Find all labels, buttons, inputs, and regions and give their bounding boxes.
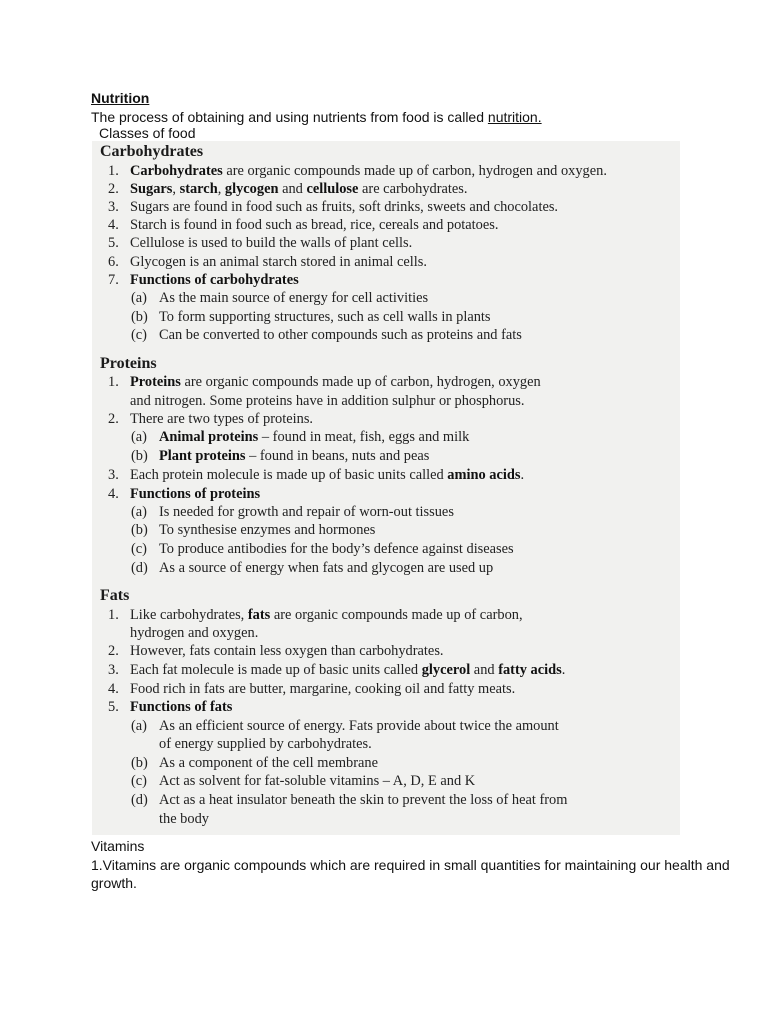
carbohydrates-heading: Carbohydrates bbox=[100, 143, 204, 160]
vitamins-heading: Vitamins bbox=[91, 838, 145, 854]
scanned-textbook-excerpt: Carbohydrates 1. Carbohydrates are organic compounds made up of carbon, hydrogen and oxygen. 2. Sugars, starch, glycogen and cellulose are carbohydrates. 3. Sugars are found in food such as fruits, soft drinks, sweets and chocolates. 4. Starch is found in food such as bread, rice, cereals and potatoes. 5. Cellulose is used to build the walls of plant cells. 6. Glycogen is an animal starch stored in animal cells. 7. Functions of carbohydrates (a) As the main source of energy for cell activities (b) To form supporting structures, such as cell walls in plants (c) Can be converted to other compounds such as proteins and fats Proteins 1. Proteins are organic compounds made up of carbon, hydrogen, oxygen and nitrogen. Some proteins have in addition sulphur or phosphorus. 2. There are two types of proteins. (a) Animal proteins – found in meat, fish, eggs and milk (b) Plant proteins – found in beans, nuts and peas 3. Each protein molecule is made up of basic units called amino acids. 4. Functions of proteins (a) Is needed for growth and repair of worn-out tissues (b) To synthesise enzymes and hormones (c) To produce antibodies for the body’s defence against diseases (d) As a source of energy when fats and glycogen are used up Fats 1. Like carbohydrates, fats are organic compounds made up of carbon, hydrogen and oxygen. 2. However, fats contain less oxygen than carbohydrates. 3. Each fat molecule is made up of basic units called glycerol and fatty acids. 4. Food rich in fats are butter, margarine, cooking oil and fatty meats. 5. Functions of fats (a) As an efficient source of energy. Fats provide about twice the amount of energy supplied by carbohydrates. (b) As a component of the cell membrane (c) Act as solvent for fat-soluble vitamins – A, D, E and K (d) Act as a heat insulator beneath the skin to prevent the loss of heat from the body bbox=[92, 141, 680, 835]
fats-heading: Fats bbox=[100, 587, 130, 604]
proteins-heading: Proteins bbox=[100, 355, 157, 372]
intro-paragraph bbox=[91, 109, 542, 125]
classes-of-food-label: Classes of food bbox=[99, 125, 196, 141]
page-title: Nutrition bbox=[91, 90, 150, 106]
intro-term: nutrition. bbox=[487, 109, 542, 125]
vitamins-item-1: 1.Vitamins are organic compounds which are required in small quantities for maintaining our health and growth. bbox=[91, 857, 730, 891]
intro-text: The process of obtaining and using nutrients from food is called bbox=[91, 109, 488, 125]
